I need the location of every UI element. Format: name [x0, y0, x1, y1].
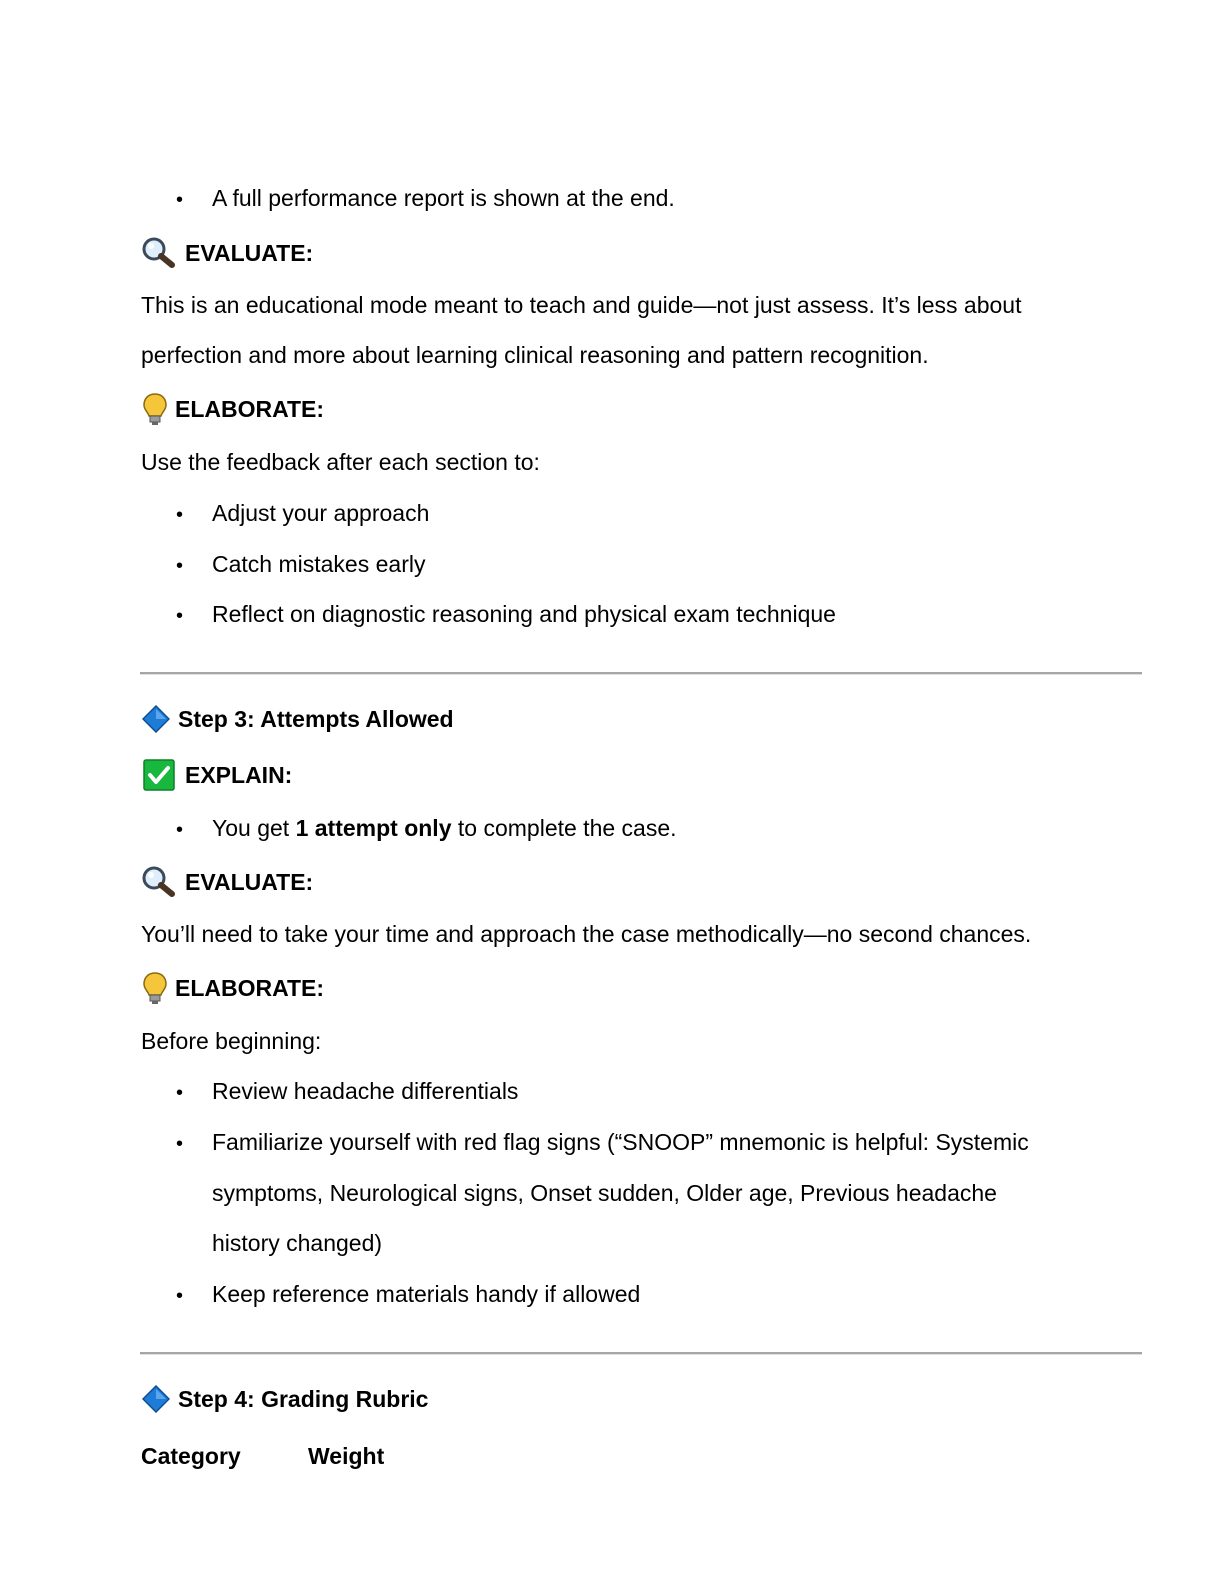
table-header-category: Category	[141, 1443, 241, 1469]
evaluate-paragraph-line2: perfection and more about learning clinical reasoning and pattern recognition.	[141, 342, 929, 368]
bullet-marker: •	[176, 605, 184, 627]
elaborate-intro: Use the feedback after each section to:	[141, 449, 540, 475]
evaluate-paragraph-line1: This is an educational mode meant to teach and guide—not just assess. It’s less about	[141, 292, 1022, 318]
table-header-weight: Weight	[308, 1443, 385, 1469]
step4-title: Step 4: Grading Rubric	[178, 1386, 429, 1412]
lightbulb-icon	[142, 971, 168, 1010]
elaborate-heading: ELABORATE:	[175, 975, 325, 1001]
bullet-marker: •	[176, 504, 184, 526]
bullet-marker: •	[176, 819, 184, 841]
explain-bold: 1 attempt only	[295, 815, 452, 841]
check-mark-icon	[143, 759, 175, 796]
elaborate-heading: ELABORATE:	[175, 396, 325, 422]
bullet-marker: •	[176, 1082, 184, 1104]
list-item: Catch mistakes early	[212, 551, 426, 577]
list-item: Adjust your approach	[212, 500, 430, 526]
bullet-marker: •	[176, 189, 184, 211]
explain-suffix: to complete the case.	[451, 815, 677, 841]
explain-bullet	[212, 816, 1132, 840]
bullet-marker: •	[176, 1133, 184, 1155]
list-item: Review headache differentials	[212, 1078, 519, 1104]
list-item-line3: history changed)	[212, 1230, 383, 1256]
explain-heading: EXPLAIN:	[185, 762, 293, 788]
evaluate-heading: EVALUATE:	[185, 869, 314, 895]
list-item-line1: Familiarize yourself with red flag signs (“SNOOP” mnemonic is helpful: Systemic	[212, 1129, 1029, 1155]
magnifier-icon	[141, 865, 177, 902]
bullet-marker: •	[176, 555, 184, 577]
blue-diamond-icon	[142, 1385, 170, 1418]
bullet-report-text: A full performance report is shown at the end.	[212, 185, 675, 211]
list-item: Reflect on diagnostic reasoning and physical exam technique	[212, 601, 836, 627]
magnifier-icon	[141, 236, 177, 273]
step3-elaborate-intro: Before beginning:	[141, 1028, 322, 1054]
step3-evaluate-text: You’ll need to take your time and approach the case methodically—no second chances.	[141, 921, 1032, 947]
lightbulb-icon	[142, 392, 168, 431]
bullet-marker: •	[176, 1285, 184, 1307]
section-divider	[140, 1352, 1142, 1355]
explain-prefix: You get	[212, 815, 296, 841]
evaluate-heading: EVALUATE:	[185, 240, 314, 266]
list-item-line2: symptoms, Neurological signs, Onset sudden, Older age, Previous headache	[212, 1180, 997, 1206]
step3-title: Step 3: Attempts Allowed	[178, 706, 454, 732]
blue-diamond-icon	[142, 705, 170, 738]
list-item: Keep reference materials handy if allowed	[212, 1281, 641, 1307]
section-divider	[140, 672, 1142, 675]
